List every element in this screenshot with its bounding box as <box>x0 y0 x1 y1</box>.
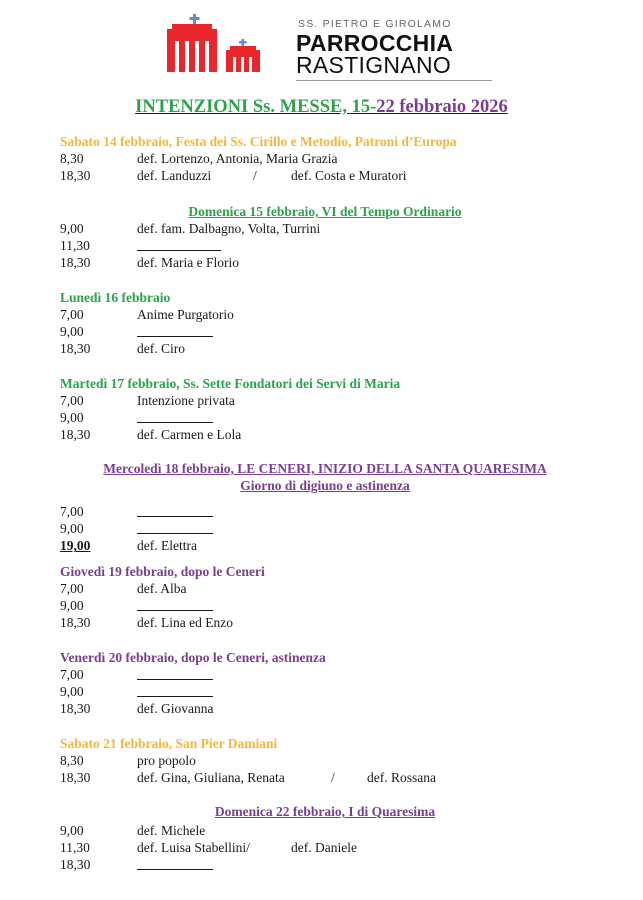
day-section-thu-19 <box>60 563 590 632</box>
mass-time: 9,00 <box>60 410 84 426</box>
mass-time: 11,30 <box>60 238 90 254</box>
day-section-fri-20 <box>60 649 590 718</box>
day-subheading: Giorno di digiuno e astinenza <box>240 478 410 493</box>
blank-intention-line <box>137 516 213 517</box>
mass-time: 9,00 <box>60 823 84 838</box>
mass-time: 18,30 <box>60 615 91 631</box>
mass-row <box>60 426 590 443</box>
mass-row <box>60 752 590 769</box>
mass-row <box>60 537 590 554</box>
blank-intention-line <box>137 610 213 611</box>
day-section-tue-17 <box>60 375 590 444</box>
day-heading: Sabato 21 febbraio, San Pier Damiani <box>60 736 278 751</box>
intention-separator: / <box>331 770 335 786</box>
day-heading: Martedì 17 febbraio, Ss. Sette Fondatori dei Servi di Maria <box>60 376 401 391</box>
mass-intention: pro popolo <box>137 753 196 768</box>
mass-row <box>60 683 590 700</box>
mass-time: 18,30 <box>60 701 91 717</box>
mass-row <box>60 237 590 254</box>
mass-intention-second: def. Daniele <box>291 840 357 856</box>
mass-intention: def. Lina ed Enzo <box>137 615 233 631</box>
mass-time: 7,00 <box>60 393 84 408</box>
blank-intention-line <box>137 533 213 534</box>
logo-underline <box>296 80 492 81</box>
mass-intention: def. Ciro <box>137 341 185 357</box>
blank-intention-line <box>137 696 213 697</box>
mass-row <box>60 839 590 856</box>
mass-row <box>60 700 590 717</box>
day-section-sun-22 <box>60 803 590 874</box>
mass-row <box>60 340 590 357</box>
mass-intention: def. Landuzzi <box>137 168 212 184</box>
mass-time: 18,30 <box>60 341 91 357</box>
mass-row <box>60 306 590 323</box>
logo-subtitle: SS. PIETRO E GIROLAMO <box>298 18 452 30</box>
mass-time: 9,00 <box>60 521 84 537</box>
mass-row <box>60 220 590 237</box>
mass-row <box>60 167 590 184</box>
mass-row <box>60 520 590 537</box>
mass-intention: def. Carmen e Lola <box>137 427 242 443</box>
blank-intention-line <box>137 869 213 870</box>
mass-intention: Anime Purgatorio <box>137 307 234 322</box>
church-logo-icon <box>160 14 270 74</box>
mass-time: 7,00 <box>60 667 84 682</box>
mass-time: 9,00 <box>60 324 84 340</box>
mass-time: 8,30 <box>60 151 84 166</box>
parish-logo <box>160 14 500 80</box>
title-part-purple: 22 febbraio 2026 <box>376 97 508 117</box>
mass-row <box>60 503 590 520</box>
day-section-wed-18 <box>60 460 590 555</box>
day-section-sun-15 <box>60 203 590 272</box>
mass-intention: def. Giovanna <box>137 701 214 717</box>
mass-row <box>60 150 590 167</box>
day-section-sat-14 <box>60 133 590 184</box>
logo-parish-name: RASTIGNANO <box>296 52 452 78</box>
mass-time: 18,30 <box>60 255 91 271</box>
blank-intention-line <box>137 250 221 251</box>
day-heading: Venerdì 20 febbraio, dopo le Ceneri, astinenza <box>60 650 326 665</box>
mass-intention: Intenzione privata <box>137 393 235 408</box>
day-heading: Mercoledì 18 febbraio, LE CENERI, INIZIO DELLA SANTA QUARESIMA <box>103 461 547 476</box>
day-section-mon-16 <box>60 289 590 358</box>
mass-row <box>60 614 590 631</box>
logo-parish-word: PARROCCHIA <box>296 30 454 56</box>
mass-row <box>60 323 590 340</box>
blank-intention-line <box>137 422 213 423</box>
mass-time: 7,00 <box>60 504 84 519</box>
mass-time: 7,00 <box>60 581 84 596</box>
mass-intention: def. Alba <box>137 581 187 596</box>
mass-intention-second: def. Rossana <box>367 770 436 786</box>
page-title <box>0 97 643 118</box>
mass-time: 9,00 <box>60 221 84 236</box>
mass-row <box>60 822 590 839</box>
mass-row <box>60 580 590 597</box>
mass-row <box>60 769 590 786</box>
day-heading: Sabato 14 febbraio, Festa dei Ss. Cirillo e Metodio, Patroni d’Europa <box>60 134 457 149</box>
mass-row <box>60 597 590 614</box>
mass-time: 8,30 <box>60 753 84 768</box>
mass-intention: def. fam. Dalbagno, Volta, Turrini <box>137 221 321 236</box>
mass-intention: def. Michele <box>137 823 206 838</box>
mass-row <box>60 856 590 873</box>
mass-row <box>60 254 590 271</box>
mass-row <box>60 392 590 409</box>
mass-time: 9,00 <box>60 684 84 700</box>
mass-time: 19,00 <box>60 538 91 554</box>
mass-row <box>60 666 590 683</box>
day-heading: Domenica 22 febbraio, I di Quaresima <box>214 804 436 819</box>
mass-time: 18,30 <box>60 427 91 443</box>
day-heading: Giovedì 19 febbraio, dopo le Ceneri <box>60 564 265 579</box>
mass-time: 18,30 <box>60 770 91 786</box>
mass-time: 18,30 <box>60 168 91 184</box>
intention-separator: / <box>253 168 257 184</box>
day-heading: Domenica 15 febbraio, VI del Tempo Ordinario <box>188 204 462 219</box>
blank-intention-line <box>137 679 213 680</box>
day-heading: Lunedì 16 febbraio <box>60 290 171 305</box>
mass-intention: def. Lortenzo, Antonia, Maria Grazia <box>137 151 338 166</box>
mass-row <box>60 409 590 426</box>
blank-intention-line <box>137 336 213 337</box>
mass-intention: def. Gina, Giuliana, Renata <box>137 770 285 786</box>
mass-time: 11,30 <box>60 840 90 856</box>
mass-time: 9,00 <box>60 598 84 614</box>
mass-time: 7,00 <box>60 307 84 322</box>
mass-intention: def. Elettra <box>137 538 197 554</box>
day-section-sat-21 <box>60 735 590 786</box>
mass-intention-second: def. Costa e Muratori <box>291 168 407 184</box>
mass-time: 18,30 <box>60 857 91 873</box>
title-part-green: INTENZIONI Ss. MESSE, 15- <box>135 97 377 117</box>
mass-intention: def. Luisa Stabellini/ <box>137 840 250 856</box>
mass-intention: def. Maria e Florio <box>137 255 239 271</box>
